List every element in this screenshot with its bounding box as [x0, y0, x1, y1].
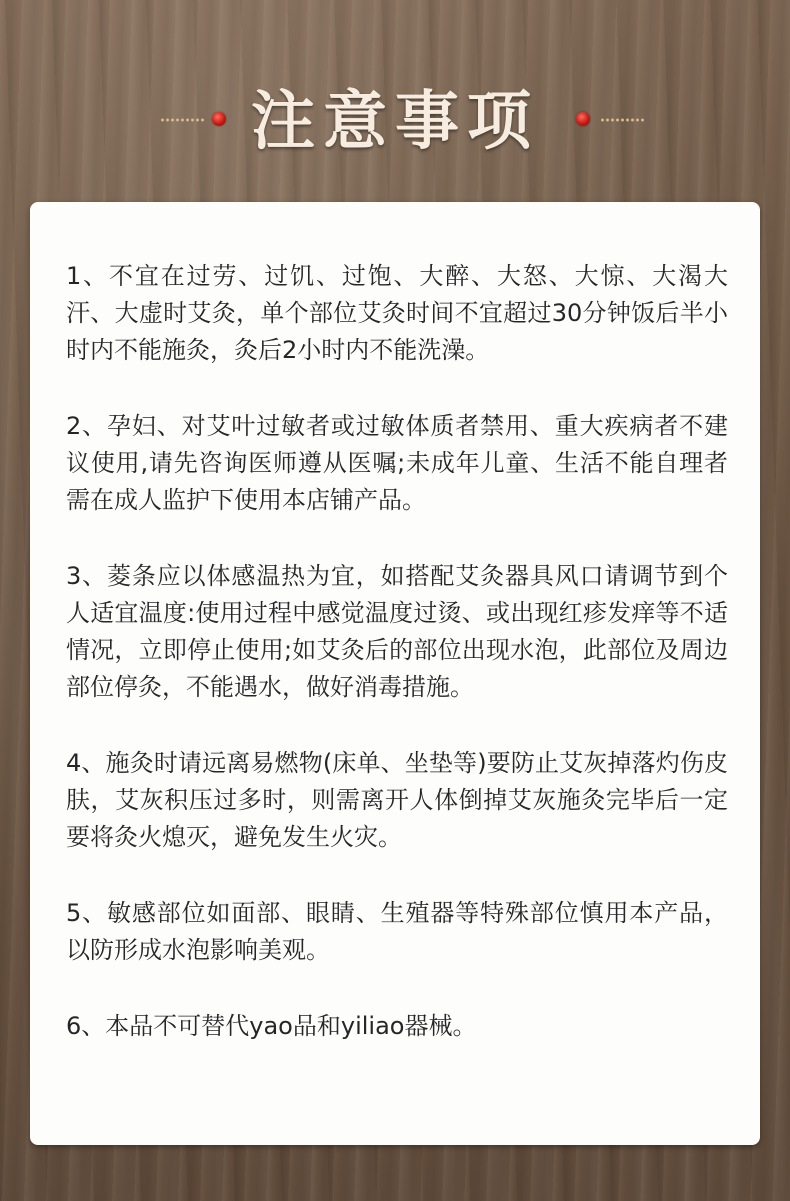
title-ornament-right — [568, 108, 648, 132]
note-item-3: 3、菱条应以体感温热为宜，如搭配艾灸器具风口请调节到个人适宜温度:使用过程中感觉温度过烫、或出现红疹发痒等不适情况，立即停止使用;如艾灸后的部位出现水泡，此部位及周边部位停灸，不能遇水，做好消毒措施。 — [66, 562, 728, 701]
dotted-line-right — [600, 118, 646, 122]
note-item-1: 1、不宜在过劳、过饥、过饱、大醉、大怒、大惊、大渴大汗、大虚时艾灸，单个部位艾灸时间不宜超过30分钟饭后半小时内不能施灸，灸后2小时内不能洗澡。 — [66, 262, 728, 364]
page-title: 注意事项 — [251, 84, 539, 159]
note-item-4: 4、施灸时请远离易燃物(床单、坐垫等)要防止艾灰掉落灼伤皮肤，艾灰积压过多时，则需离开人体倒掉艾灰施灸完毕后一定要将灸火熄灭，避免发生火灾。 — [66, 749, 728, 851]
red-bead-icon — [576, 112, 590, 126]
note-item-5: 5、敏感部位如面部、眼睛、生殖器等特殊部位慎用本产品，以防形成水泡影响美观。 — [66, 899, 728, 964]
header — [0, 70, 790, 170]
note-item-2: 2、孕妇、对艾叶过敏者或过敏体质者禁用、重大疾病者不建议使用,请先咨询医师遵从医嘱;未成年儿童、生活不能自理者需在成人监护下使用本店铺产品。 — [66, 412, 728, 514]
notes-card — [30, 202, 760, 1145]
note-item-6: 6、本品不可替代yao品和yiliao器械。 — [66, 1012, 477, 1040]
notes-list — [66, 258, 728, 1045]
